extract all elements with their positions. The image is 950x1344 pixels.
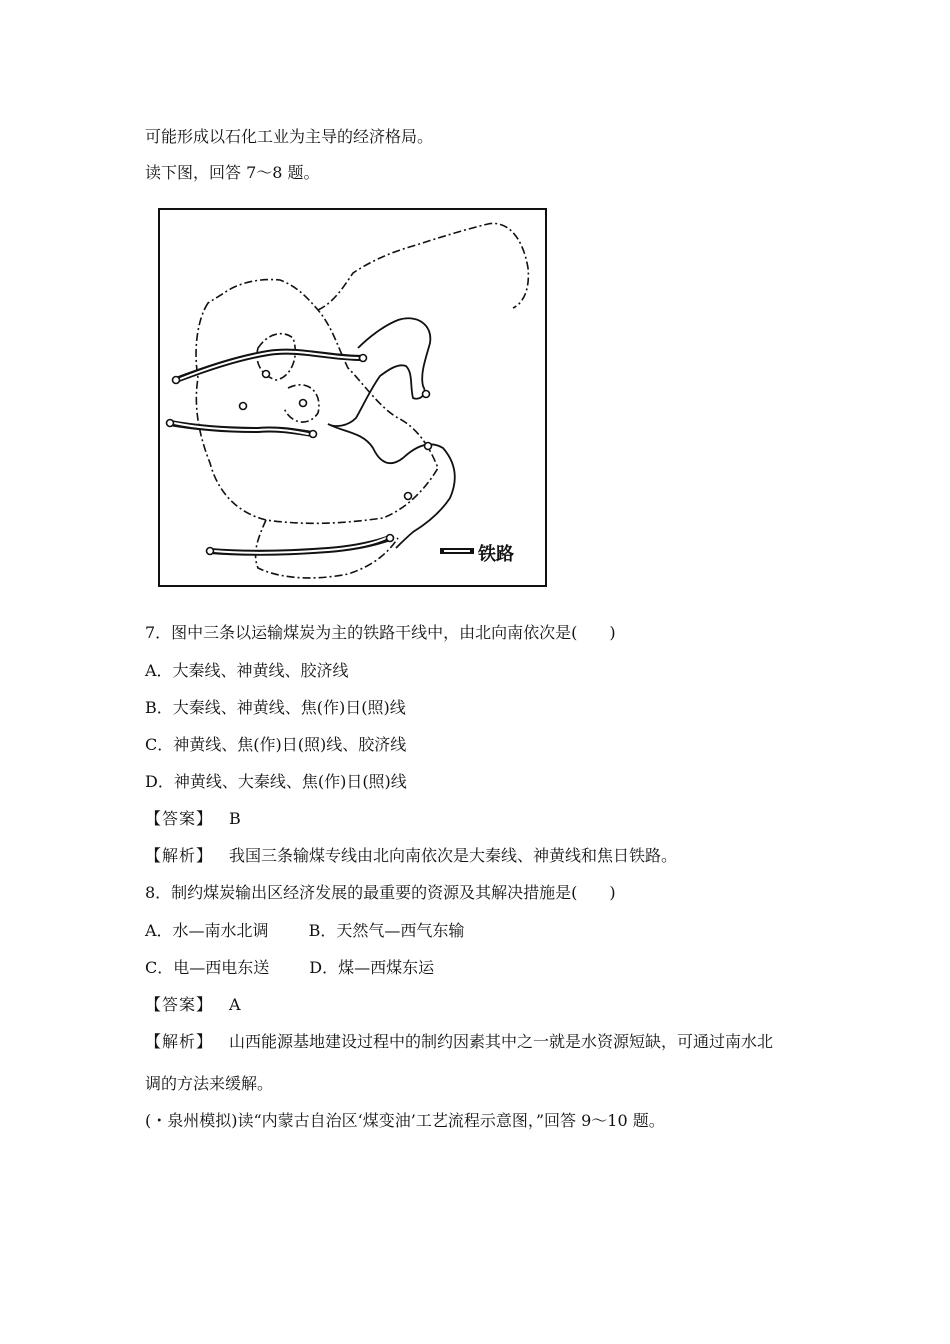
q8-options-row-2: [145, 957, 434, 979]
q7-explanation: [145, 845, 677, 867]
q8-option-b: B．天然气—西气东输: [308, 921, 465, 940]
question-8: 8．制约煤炭输出区经济发展的最重要的资源及其解决措施是( ): [145, 883, 616, 902]
q8-options-row-1: [145, 920, 464, 942]
legend-label: 铁路: [478, 544, 514, 565]
q7-option-b: B．大秦线、神黄线、焦(作)日(照)线: [145, 698, 406, 717]
answer-value: B: [229, 809, 241, 828]
text-line-2: 读下图，回答 7～8 题。: [145, 163, 320, 182]
q7-option-c: C．神黄线、焦(作)日(照)线、胶济线: [145, 735, 407, 754]
text-line-1: 可能形成以石化工业为主导的经济格局。: [145, 127, 434, 146]
answer-tag: 【答案】: [145, 995, 214, 1014]
q8-option-c: C．电—西电东送: [145, 958, 270, 977]
explanation-text: 山西能源基地建设过程中的制约因素其中之一就是水资源短缺，可通过南水北: [229, 1032, 774, 1051]
q7-option-a: A．大秦线、神黄线、胶济线: [145, 661, 349, 680]
answer-tag: 【答案】: [145, 809, 214, 828]
q8-answer: [145, 994, 241, 1016]
q7-option-d: D．神黄线、大秦线、焦(作)日(照)线: [145, 772, 407, 791]
explanation-text: 我国三条输煤专线由北向南依次是大秦线、神黄线和焦日铁路。: [229, 846, 678, 865]
question-7: 7．图中三条以运输煤炭为主的铁路干线中，由北向南依次是( ): [145, 623, 616, 642]
explanation-tag: 【解析】: [145, 1032, 214, 1051]
q8-explanation: [145, 1031, 773, 1053]
railway-map: [158, 208, 547, 587]
q8-explanation-cont: 调的方法来缓解。: [145, 1074, 274, 1093]
q8-option-d: D．煤—西煤东运: [309, 958, 435, 977]
answer-value: A: [229, 995, 241, 1014]
q7-answer: [145, 808, 241, 830]
next-question-intro: (・泉州模拟)读“内蒙古自治区‘煤变油’工艺流程示意图，”回答 9～10 题。: [145, 1111, 665, 1130]
explanation-tag: 【解析】: [145, 846, 214, 865]
q8-option-a: A．水—南水北调: [145, 921, 269, 940]
